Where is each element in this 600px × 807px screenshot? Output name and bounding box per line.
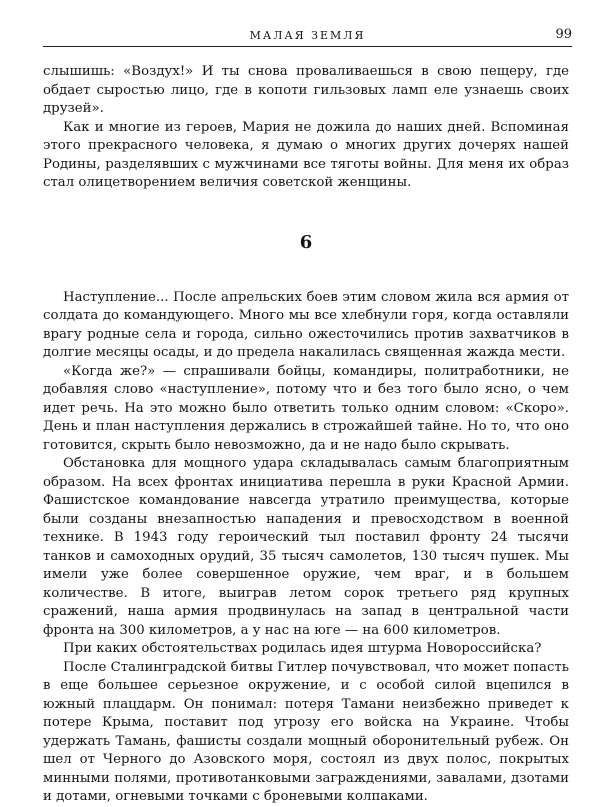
paragraph: Как и многие из героев, Мария не дожила до наших дней. Вспоминая этого прекрасного человека, я думаю о многих других дочерях нашей Родины, разделявших с мужчинами все тяготы войны. Для меня их образ стал олицетворением величия советской женщины.	[43, 119, 569, 190]
paragraph: Обстановка для мощного удара складывалась самым благоприятным образом. На всех фронтах инициатива перешла в руки Красной Армии. Фашистское командование навсегда утратило преимущества, которые были созданы внезапностью нападения и превосходством в военной технике. В 1943 году героический тыл поставил фронту 24 тысячи танков и самоходных орудий, 35 тысяч самолетов, 130 тысяч пушек. Мы имели уже более совершенное оружие, чем враг, и в большем количестве. В итоге, выиграв летом сорок третьего ряд крупных сражений, наша армия продвинулась на запад в центральной части фронта на 300 километров, а у нас на юге — на 600 километров.	[43, 456, 569, 638]
paragraph: Наступление... После апрельских боев этим словом жила вся армия от солдата до командующего. Много мы все хлебнули горя, когда оставляли врагу родные села и города, сильно ожесточились против захватчиков в долгие месяцы осады, и до предела накалилась священная жажда мести.	[43, 289, 569, 360]
paragraph: «Когда же?» — спрашивали бойцы, командиры, политработники, не добавляя слово «наступление», потому что и без того было ясно, о чем идет речь. На это можно было ответить только одним словом: «Скоро». День и план наступления держались в строжайшей тайне. Но то, что оно готовится, скрыть было невозможно, да и не надо было скрывать.	[43, 363, 569, 453]
chapter-number: 6	[299, 231, 313, 253]
running-title: МАЛАЯ ЗЕМЛЯ	[249, 29, 366, 42]
paragraph: После Сталинградской битвы Гитлер почувствовал, что может попасть в еще большее серьезное окружение, и с особой силой вцепился в южный плацдарм. Он понимал: потеря Тамани неизбежно приведет к потере Крыма, поставит под угрозу его войска на Украине. Чтобы удержать Тамань, фашисты создали мощный оборонительный рубеж. Он шел от Черного до Азовского моря, состоял из двух полос, покрытых минными полями, противотанковыми заграждениями, завалами, дзотами и дотами, огневыми точками с броневыми колпаками.	[43, 659, 569, 804]
page-number: 99	[555, 27, 572, 42]
paragraph: слышишь: «Воздух!» И ты снова проваливаешься в свою пещеру, где обдает сыростью лицо, где в копоти гильзовых ламп еле узнаешь своих друзей».	[43, 64, 569, 116]
page-body	[43, 63, 569, 807]
paragraph: При каких обстоятельствах родилась идея штурма Новороссийска?	[63, 641, 542, 656]
running-header	[43, 24, 572, 47]
